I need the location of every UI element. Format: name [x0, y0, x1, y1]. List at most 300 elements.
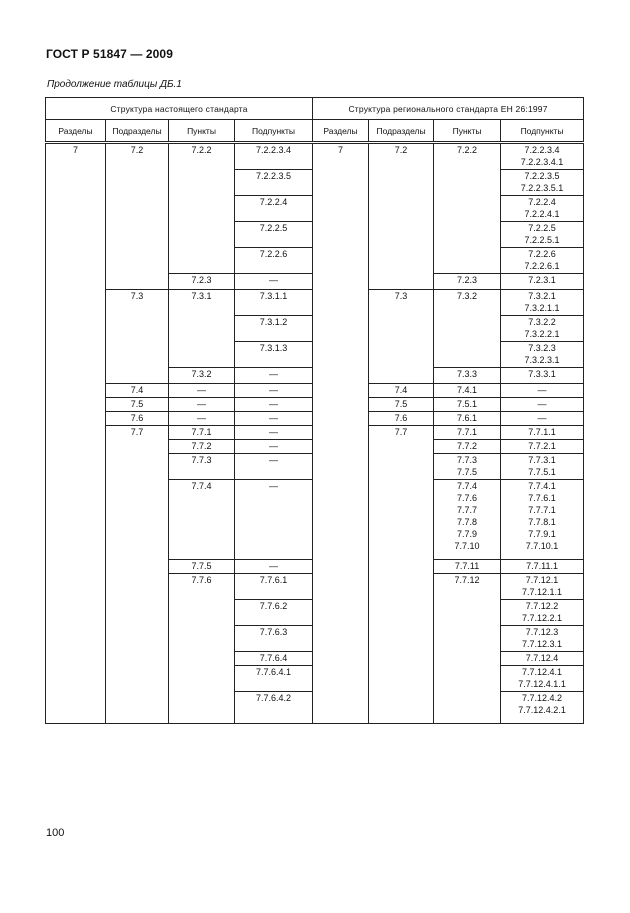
table-cell — [369, 426, 434, 440]
cell-line: 7.7.12.4.2 — [522, 693, 563, 703]
cell-line: 7.2.2 — [191, 145, 212, 155]
table-cell — [46, 368, 106, 384]
cell-line: 7.7.6.4.2 — [256, 693, 292, 703]
cell-line: 7 — [338, 145, 344, 155]
table-cell — [369, 412, 434, 426]
table-cell — [235, 342, 313, 368]
column-header-clauses-regional: Пункты — [434, 120, 501, 143]
table-cell — [235, 692, 313, 724]
table-cell — [369, 368, 434, 384]
cell-line: 7.2.2.6.1 — [524, 261, 560, 271]
table-row — [46, 440, 584, 454]
table-cell — [369, 692, 434, 724]
cell-line: 7.7.3 — [457, 455, 478, 465]
table-cell — [434, 480, 501, 560]
table-cell — [501, 440, 584, 454]
cell-line: 7.5 — [130, 399, 144, 409]
table-cell — [369, 600, 434, 626]
table-cell — [313, 316, 369, 342]
column-header-subsections: Подразделы — [106, 120, 169, 143]
table-cell — [169, 316, 235, 342]
table-cell — [313, 384, 369, 398]
cell-line: 7.7.5 — [191, 561, 212, 571]
table-cell — [169, 384, 235, 398]
cell-line: 7.4 — [130, 385, 144, 395]
table-cell — [169, 440, 235, 454]
table-cell — [46, 666, 106, 692]
table-cell — [169, 600, 235, 626]
table-cell — [434, 248, 501, 274]
cell-line: 7.7.11 — [454, 561, 480, 571]
table-row — [46, 600, 584, 626]
column-header-sections: Разделы — [46, 120, 106, 143]
table-cell — [169, 666, 235, 692]
table-row — [46, 342, 584, 368]
table-cell — [106, 196, 169, 222]
table-cell — [46, 222, 106, 248]
cell-line: 7.2.2.3.5 — [524, 171, 560, 181]
table-cell — [313, 480, 369, 560]
cell-line: 7.2 — [130, 145, 144, 155]
table-row — [46, 454, 584, 480]
cell-line: 7.2.3.1 — [528, 275, 556, 285]
cell-line: 7.3.2.1 — [528, 291, 556, 301]
table-cell — [169, 342, 235, 368]
cell-line: 7.7.12.3 — [525, 627, 559, 637]
cell-line: — — [269, 441, 279, 451]
table-cell — [106, 574, 169, 600]
table-caption: Продолжение таблицы ДБ.1 — [47, 79, 182, 90]
table-cell — [235, 384, 313, 398]
table-cell — [46, 412, 106, 426]
table-cell — [235, 412, 313, 426]
table-cell — [46, 440, 106, 454]
table-cell — [169, 248, 235, 274]
table-row — [46, 274, 584, 290]
table-cell — [313, 626, 369, 652]
table-row — [46, 480, 584, 560]
cell-line: — — [197, 413, 206, 423]
table-cell — [313, 426, 369, 440]
table-cell — [169, 398, 235, 412]
table-cell — [501, 692, 584, 724]
table-cell — [313, 560, 369, 574]
cell-line: 7.7.2 — [191, 441, 212, 451]
table-row — [46, 560, 584, 574]
table-cell — [235, 560, 313, 574]
cell-line: 7.7.6.2 — [259, 601, 288, 611]
table-cell — [235, 666, 313, 692]
cell-line: 7.6 — [130, 413, 144, 423]
table-cell — [501, 454, 584, 480]
table-cell — [434, 342, 501, 368]
table-cell — [169, 196, 235, 222]
table-cell — [106, 143, 169, 170]
table-cell — [369, 342, 434, 368]
table-cell — [169, 170, 235, 196]
table-cell — [46, 342, 106, 368]
table-cell — [235, 143, 313, 170]
cell-line: 7.3.1 — [191, 291, 212, 301]
table-cell — [434, 398, 501, 412]
cell-line: 7.7.4 — [191, 481, 212, 491]
cell-line: 7.7.6.4 — [259, 653, 288, 663]
cell-line: 7.7.6 — [191, 575, 212, 585]
table-cell — [106, 290, 169, 316]
table-cell — [313, 692, 369, 724]
cell-line: — — [537, 413, 547, 423]
table-cell — [313, 454, 369, 480]
table-cell — [46, 274, 106, 290]
cell-line: — — [269, 455, 279, 465]
cell-line: 7.7.12.4.2.1 — [518, 705, 566, 715]
cell-line: 7.7.7 — [457, 505, 478, 515]
table-cell — [369, 316, 434, 342]
cell-line: 7.2.2.4.1 — [524, 209, 560, 219]
table-cell — [313, 170, 369, 196]
table-cell — [46, 574, 106, 600]
cell-line: 7.7.6.3 — [259, 627, 288, 637]
table-cell — [106, 248, 169, 274]
table-cell — [106, 600, 169, 626]
cell-line: 7.7.12.4 — [525, 653, 559, 663]
cell-line: 7.3.2.2.1 — [524, 329, 560, 339]
table-cell — [46, 196, 106, 222]
table-cell — [46, 384, 106, 398]
cell-line: 7.4 — [394, 385, 408, 395]
table-cell — [369, 290, 434, 316]
table-cell — [434, 196, 501, 222]
table-cell — [434, 384, 501, 398]
document-code: ГОСТ Р 51847 — 2009 — [46, 47, 173, 61]
cell-line: — — [197, 385, 206, 395]
cell-line: — — [197, 399, 206, 409]
table-cell — [46, 652, 106, 666]
table-row — [46, 222, 584, 248]
table-cell — [501, 316, 584, 342]
table-row — [46, 652, 584, 666]
table-cell — [169, 412, 235, 426]
table-cell — [369, 440, 434, 454]
table-cell — [235, 652, 313, 666]
table-cell — [106, 398, 169, 412]
cell-line: 7.2.2 — [457, 145, 478, 155]
table-cell — [235, 222, 313, 248]
column-header-subclauses: Подпункты — [235, 120, 313, 143]
cell-line: — — [269, 399, 279, 409]
cell-line: 7.7.10.1 — [525, 541, 559, 551]
cell-line: 7.7 — [394, 427, 408, 437]
table-cell — [501, 274, 584, 290]
table-cell — [46, 626, 106, 652]
table-cell — [169, 454, 235, 480]
table-cell — [235, 290, 313, 316]
table-cell — [235, 440, 313, 454]
table-cell — [434, 574, 501, 600]
table-cell — [313, 143, 369, 170]
table-cell — [313, 574, 369, 600]
cell-line: 7.6.1 — [457, 413, 478, 423]
table-cell — [46, 560, 106, 574]
table-cell — [501, 398, 584, 412]
table-cell — [501, 574, 584, 600]
table-cell — [501, 412, 584, 426]
table-cell — [46, 143, 106, 170]
table-cell — [106, 368, 169, 384]
table-cell — [235, 316, 313, 342]
table-cell — [169, 143, 235, 170]
table-row — [46, 248, 584, 274]
table-row — [46, 412, 584, 426]
cell-line: 7 — [72, 145, 78, 155]
cell-line: 7.2 — [394, 145, 408, 155]
table-cell — [434, 454, 501, 480]
table-cell — [313, 398, 369, 412]
cell-line: 7.5.1 — [457, 399, 478, 409]
table-cell — [106, 652, 169, 666]
table-cell — [235, 170, 313, 196]
table-cell — [235, 196, 313, 222]
cell-line: 7.7.4 — [457, 481, 478, 491]
table-row — [46, 626, 584, 652]
table-cell — [313, 600, 369, 626]
table-cell — [369, 454, 434, 480]
table-cell — [434, 274, 501, 290]
cell-line: 7.6 — [394, 413, 408, 423]
table-cell — [235, 248, 313, 274]
table-cell — [369, 398, 434, 412]
table-cell — [501, 652, 584, 666]
column-header-sections-regional: Разделы — [313, 120, 369, 143]
table-cell — [313, 342, 369, 368]
table-cell — [235, 600, 313, 626]
table-cell — [169, 692, 235, 724]
cell-line: — — [269, 413, 279, 423]
cell-line: 7.7.2 — [457, 441, 478, 451]
table-cell — [46, 290, 106, 316]
table-cell — [235, 480, 313, 560]
table-cell — [106, 480, 169, 560]
table-cell — [501, 170, 584, 196]
table-cell — [501, 666, 584, 692]
cell-line: 7.2.2.3.4.1 — [520, 157, 564, 167]
table-cell — [106, 342, 169, 368]
cell-line: 7.3 — [130, 291, 144, 301]
table-cell — [46, 692, 106, 724]
table-body — [46, 143, 584, 724]
cell-line: — — [269, 481, 279, 491]
table-row — [46, 384, 584, 398]
table-cell — [235, 574, 313, 600]
table-cell — [106, 626, 169, 652]
table-row — [46, 170, 584, 196]
table-cell — [235, 274, 313, 290]
cell-line: 7.3.3.1 — [528, 369, 556, 379]
table-cell — [46, 398, 106, 412]
table-cell — [46, 248, 106, 274]
group-header-current-standard: Структура настоящего стандарта — [46, 98, 313, 120]
table-cell — [434, 170, 501, 196]
cell-line: 7.7 — [130, 427, 144, 437]
table-cell — [434, 692, 501, 724]
cell-line: 7.7.12.4.1.1 — [518, 679, 566, 689]
table-cell — [501, 480, 584, 560]
table-cell — [434, 143, 501, 170]
cell-line: 7.7.7.1 — [528, 505, 556, 515]
table-cell — [313, 666, 369, 692]
table-cell — [106, 412, 169, 426]
cell-line: — — [269, 561, 279, 571]
table-cell — [369, 652, 434, 666]
table-cell — [313, 652, 369, 666]
table-cell — [169, 290, 235, 316]
cell-line: 7.7.5.1 — [528, 467, 556, 477]
cell-line: 7.3.2 — [457, 291, 478, 301]
cell-line: 7.2.2.3.5.1 — [520, 183, 564, 193]
table-cell — [501, 342, 584, 368]
cell-line: 7.7.12.4.1 — [522, 667, 563, 677]
table-cell — [434, 666, 501, 692]
table-cell — [106, 384, 169, 398]
table-cell — [235, 454, 313, 480]
table-cell — [369, 574, 434, 600]
cell-line: 7.2.2.6 — [259, 249, 288, 259]
table-cell — [235, 398, 313, 412]
table-cell — [313, 274, 369, 290]
table-cell — [434, 652, 501, 666]
cell-line: 7.2.2.4 — [528, 197, 556, 207]
table-cell — [501, 222, 584, 248]
table-cell — [46, 600, 106, 626]
cell-line: 7.4.1 — [457, 385, 478, 395]
table-cell — [434, 600, 501, 626]
cell-line: 7.7.6 — [457, 493, 478, 503]
cell-line: 7.7.12 — [454, 575, 480, 585]
table-cell — [169, 426, 235, 440]
cell-line: 7.7.8.1 — [528, 517, 556, 527]
cell-line: — — [269, 275, 279, 285]
cell-line: 7.7.6.1 — [259, 575, 288, 585]
table-cell — [106, 170, 169, 196]
table-cell — [434, 626, 501, 652]
table-cell — [434, 440, 501, 454]
cell-line: 7.2.2.5.1 — [524, 235, 560, 245]
column-header-subclauses-regional: Подпункты — [501, 120, 584, 143]
table-cell — [434, 560, 501, 574]
table-cell — [235, 368, 313, 384]
table-row — [46, 692, 584, 724]
table-cell — [501, 426, 584, 440]
cell-line: 7.7.12.2 — [525, 601, 559, 611]
table-cell — [169, 652, 235, 666]
cell-line: 7.3 — [394, 291, 408, 301]
cell-line: 7.7.4.1 — [528, 481, 556, 491]
table-cell — [169, 368, 235, 384]
table-cell — [501, 384, 584, 398]
table-cell — [501, 143, 584, 170]
table-cell — [501, 196, 584, 222]
table-cell — [46, 426, 106, 440]
cell-line: 7.2.3 — [457, 275, 478, 285]
cell-line: 7.2.3 — [191, 275, 212, 285]
table-cell — [369, 222, 434, 248]
cell-line: 7.7.1.1 — [528, 427, 556, 437]
table-row — [46, 196, 584, 222]
table-cell — [169, 274, 235, 290]
table-cell — [169, 574, 235, 600]
table-cell — [501, 290, 584, 316]
column-header-clauses: Пункты — [169, 120, 235, 143]
table-cell — [106, 666, 169, 692]
cell-line: 7.3.2 — [191, 369, 212, 379]
table-cell — [434, 412, 501, 426]
cell-line: — — [269, 369, 279, 379]
table-cell — [169, 626, 235, 652]
table-row — [46, 426, 584, 440]
cell-line: 7.3.1.3 — [259, 343, 288, 353]
table-cell — [106, 316, 169, 342]
cell-line: — — [537, 399, 547, 409]
cell-line: 7.3.1.1 — [259, 291, 288, 301]
table-cell — [169, 560, 235, 574]
table-cell — [369, 274, 434, 290]
cell-line: 7.3.2.1.1 — [524, 303, 560, 313]
cell-line: 7.3.2.3 — [528, 343, 556, 353]
cell-line: 7.7.10 — [454, 541, 480, 551]
table-cell — [313, 368, 369, 384]
table-cell — [369, 170, 434, 196]
cell-line: 7.2.2.3.5 — [256, 171, 292, 181]
table-cell — [369, 196, 434, 222]
table-cell — [369, 480, 434, 560]
table-cell — [106, 222, 169, 248]
table-cell — [501, 368, 584, 384]
cell-line: 7.2.2.6 — [528, 249, 556, 259]
cell-line: 7.7.2.1 — [528, 441, 556, 451]
cell-line: — — [269, 385, 279, 395]
table-cell — [434, 426, 501, 440]
table-cell — [46, 316, 106, 342]
cell-line: 7.3.3 — [457, 369, 478, 379]
cell-line: 7.2.2.3.4 — [524, 145, 560, 155]
table-row — [46, 143, 584, 170]
cell-line: 7.7.1 — [191, 427, 212, 437]
table-cell — [106, 560, 169, 574]
cell-line: 7.2.2.4 — [259, 197, 288, 207]
group-header-regional-standard: Структура регионального стандарта ЕН 26:1997 — [313, 98, 584, 120]
table-cell — [501, 248, 584, 274]
table-cell — [235, 426, 313, 440]
cell-line: 7.3.1.2 — [259, 317, 288, 327]
table-cell — [369, 666, 434, 692]
column-header-subsections-regional: Подразделы — [369, 120, 434, 143]
table-cell — [369, 560, 434, 574]
table-cell — [313, 290, 369, 316]
table-cell — [313, 222, 369, 248]
cell-line: 7.3.2.3.1 — [524, 355, 560, 365]
table-cell — [501, 600, 584, 626]
table-cell — [313, 248, 369, 274]
cell-line: 7.7.12.1.1 — [522, 587, 563, 597]
cell-line: 7.7.1 — [457, 427, 478, 437]
table-cell — [369, 626, 434, 652]
table-cell — [369, 248, 434, 274]
page-number: 100 — [46, 827, 65, 839]
cell-line: 7.7.11.1 — [526, 561, 558, 571]
cell-line: — — [537, 385, 547, 395]
table-cell — [46, 480, 106, 560]
table-cell — [106, 426, 169, 440]
